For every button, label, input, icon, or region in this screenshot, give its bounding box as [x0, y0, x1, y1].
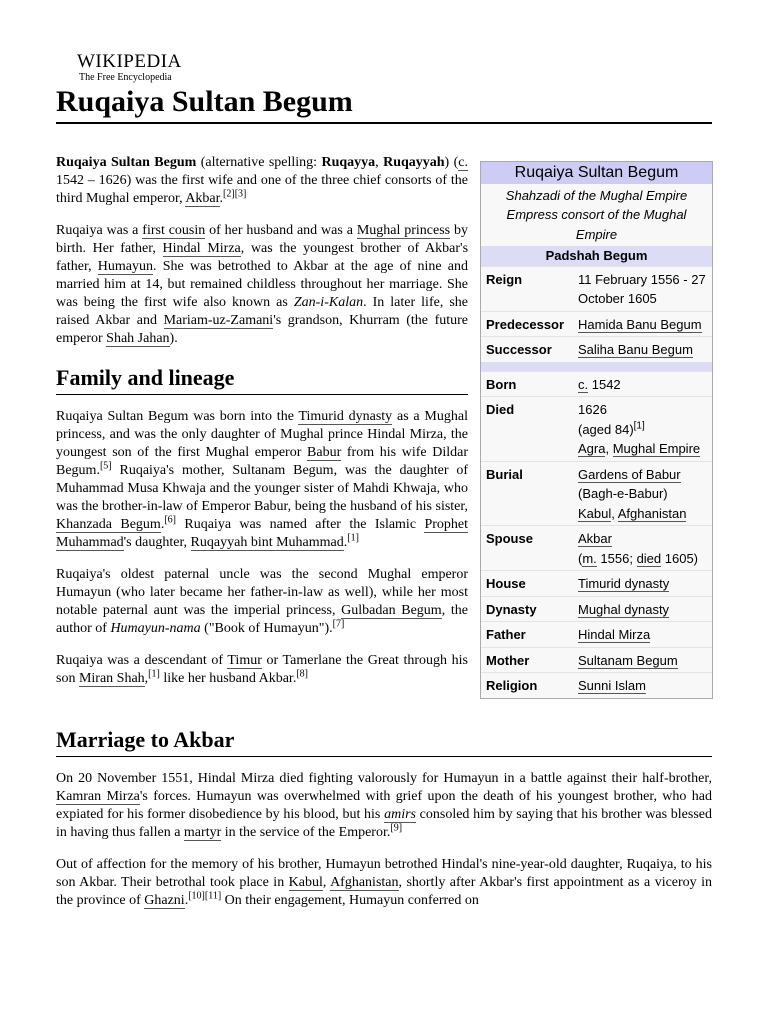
ref-link[interactable]: [7]: [332, 618, 345, 630]
text: .: [160, 517, 165, 532]
ref-link[interactable]: [2]: [223, 188, 235, 200]
infobox-section-header: Padshah Begum: [481, 246, 712, 266]
infobox-label: Successor: [486, 342, 552, 357]
link-first-cousin[interactable]: first cousin: [142, 223, 206, 238]
link-mughal-dynasty[interactable]: Mughal dynasty: [578, 601, 670, 617]
infobox: [480, 161, 713, 699]
ref-link[interactable]: [1]: [633, 420, 645, 432]
link-prophet-muhammad[interactable]: Prophet Muhammad: [56, 517, 468, 550]
text: .: [343, 535, 348, 550]
text: 1556;: [596, 550, 637, 566]
text: ).: [169, 331, 178, 346]
text: Out of affection for the memory of his brother, Humayun betrothed Hindal's nine-year-old daughter, Ruqaiya, to his son Akbar. Their betrothal took place in: [56, 857, 712, 890]
infobox-label: Spouse: [486, 531, 533, 546]
infobox-divider: [481, 362, 712, 371]
text: by birth. Her father,: [56, 223, 469, 256]
text: or Tamerlane the Great through his son: [56, 653, 468, 686]
text: from his wife Dildar Begum.: [56, 445, 468, 478]
text: ("Book of Humayun").: [200, 621, 333, 636]
died-year: 1626: [578, 402, 607, 417]
link-gulbadan-begum[interactable]: Gulbadan Begum: [341, 603, 442, 618]
link-mariam-uz-zamani[interactable]: Mariam-uz-Zamani: [163, 313, 274, 328]
infobox-row-religion: [481, 672, 712, 698]
text: of her husband and was a: [205, 223, 357, 238]
died-abbr[interactable]: died: [636, 550, 662, 566]
infobox-label: Died: [486, 402, 515, 417]
infobox-row-born: [481, 371, 712, 397]
ref-link[interactable]: [1]: [347, 532, 359, 544]
infobox-label: Burial: [486, 466, 523, 482]
infobox-label: Dynasty: [486, 601, 537, 617]
infobox-row-father: [481, 621, 712, 647]
died-age: (aged 84): [578, 421, 634, 437]
text: Ruqaiya's oldest paternal uncle was the second Mughal emperor Humayun (who later became her father-in-law as well), while her most notable paternal aunt was the imperial princess,: [56, 567, 468, 618]
text: (: [578, 550, 583, 566]
text: 's forces. Humayun was overwhelmed with grief upon the death of his youngest brother, who had expiated for his former disobedience by his blood, but his: [56, 789, 712, 822]
intro-paragraph-1: [56, 154, 468, 208]
link-timur[interactable]: Timur: [227, 653, 262, 668]
link-martyr[interactable]: martyr: [183, 825, 222, 840]
logo-tagline: The Free Encyclopedia: [79, 72, 172, 83]
infobox-row-spouse: [481, 525, 712, 570]
link-miran-shah[interactable]: Miran Shah: [78, 671, 145, 686]
heading-family-lineage: Family and lineage: [56, 364, 468, 395]
link-humayun[interactable]: Humayun: [97, 259, 153, 274]
marriage-paragraph-2: [56, 856, 712, 910]
infobox-label: House: [486, 576, 526, 591]
intro-paragraph-2: [56, 222, 468, 348]
text: 1542 – 1626) was the first wife and one of the three chief consorts of the third Mughal emperor,: [56, 173, 468, 206]
text: .: [219, 191, 224, 206]
link-sultanam-begum[interactable]: Sultanam Begum: [578, 652, 678, 668]
infobox-label: Mother: [486, 652, 530, 668]
text: .: [184, 893, 189, 908]
infobox-label: Father: [486, 627, 526, 642]
intro-section: [56, 154, 468, 362]
text: On 20 November 1551, Hindal Mirza died fighting valorously for Humayun in a battle against their half-brother,: [56, 771, 712, 786]
family-section: [56, 408, 468, 702]
infobox-label: Reign: [486, 271, 523, 287]
italic-term: amirs: [384, 807, 416, 822]
infobox-value: 11 February 1556 - 27 October 1605: [578, 271, 706, 306]
logo-wordmark: WIKIPEDIA: [77, 51, 182, 72]
text: On their engagement, Humayun conferred on: [221, 893, 479, 908]
married-abbr[interactable]: m.: [582, 550, 597, 566]
burial-alt: (Bagh-e-Babur): [578, 486, 668, 501]
infobox-label: Born: [486, 376, 517, 392]
link-mughal-empire[interactable]: Mughal Empire: [612, 441, 701, 456]
link-kamran-mirza[interactable]: Kamran Mirza: [56, 789, 140, 804]
circa-link[interactable]: c.: [578, 376, 589, 392]
infobox-row-successor: [481, 336, 712, 362]
text: , was the youngest brother of Akbar's father,: [56, 241, 469, 274]
link-shah-jahan[interactable]: Shah Jahan: [106, 331, 170, 346]
separator: ,: [605, 441, 613, 456]
link-timurid-dynasty[interactable]: Timurid dynasty: [298, 409, 393, 424]
marriage-section: [56, 770, 712, 924]
infobox-row-burial: [481, 461, 712, 526]
link-afghanistan[interactable]: Afghanistan: [617, 505, 687, 521]
ref-link[interactable]: [1]: [148, 668, 160, 680]
text: consoled him by saying that his brother was blessed in having thus fallen a: [56, 807, 712, 840]
italic-title: Humayun-nama: [110, 621, 201, 636]
infobox-label: Religion: [486, 678, 538, 693]
text: ,: [375, 155, 384, 170]
link-timurid-dynasty[interactable]: Timurid dynasty: [578, 576, 670, 591]
ref-link[interactable]: [5]: [99, 460, 112, 472]
text: 's daughter,: [123, 535, 191, 550]
text: 1605): [661, 550, 699, 566]
text: Ruqaiya Sultan Begum was born into the: [56, 409, 299, 424]
page-title: Ruqaiya Sultan Begum: [56, 84, 712, 124]
text: . In later life, she raised Akbar and: [56, 295, 468, 328]
ref-link[interactable]: [9]: [390, 822, 403, 834]
link-babur[interactable]: Babur: [307, 445, 342, 460]
infobox-subtitle: [481, 184, 712, 247]
infobox-row-house: [481, 570, 712, 596]
bold-name: Ruqaiya Sultan Begum: [56, 155, 197, 170]
link-hamida-banu-begum[interactable]: Hamida Banu Begum: [578, 316, 702, 332]
infobox-row-predecessor: [481, 311, 712, 337]
infobox-label: Predecessor: [486, 316, 565, 332]
link-ruqayyah-bint-muhammad[interactable]: Ruqayyah bint Muhammad: [190, 535, 344, 550]
text: 's grandson, Khurram (the future emperor: [56, 313, 469, 346]
infobox-subtitle-1: Shahzadi of the Mughal Empire: [505, 187, 688, 203]
infobox-value: 1542: [588, 376, 621, 392]
family-paragraph-1: [56, 408, 468, 552]
text: Ruqaiya was a: [56, 223, 143, 238]
link-sunni-islam[interactable]: Sunni Islam: [578, 678, 646, 693]
infobox-subtitle-2: Empress consort of the Mughal Empire: [506, 207, 687, 242]
text: in the service of the Emperor.: [221, 825, 391, 840]
text: Ruqaiya's mother, Sultanam Begum, was the daughter of Muhammad Musa Khwaja and the younger sister of Mahdi Khwaja, who was the brother-in-law of Emperor Babur, being the husband of his sister,: [56, 463, 468, 514]
marriage-paragraph-1: [56, 770, 712, 842]
link-saliha-banu-begum[interactable]: Saliha Banu Begum: [578, 342, 693, 357]
ref-link[interactable]: [10]: [188, 890, 205, 902]
ref-link[interactable]: [6]: [164, 514, 176, 526]
ref-link[interactable]: [11]: [204, 890, 222, 902]
text: Ruqaiya was named after the Islamic: [175, 517, 425, 532]
wikipedia-logo[interactable]: [77, 52, 182, 84]
text: like her husband Akbar.: [159, 671, 297, 686]
infobox-row-dynasty: [481, 596, 712, 622]
link-amirs[interactable]: [384, 807, 416, 823]
link-agra[interactable]: Agra: [578, 441, 606, 456]
link-akbar[interactable]: Akbar: [185, 191, 220, 206]
italic-term: Zan-i-Kalan: [293, 295, 364, 310]
heading-marriage-to-akbar: Marriage to Akbar: [56, 726, 712, 757]
bold-alt: Ruqayyah: [383, 155, 445, 170]
circa-link[interactable]: c.: [458, 155, 468, 170]
link-hindal-mirza[interactable]: Hindal Mirza: [162, 241, 241, 256]
ref-link[interactable]: [3]: [234, 188, 247, 200]
text: (alternative spelling:: [196, 155, 322, 170]
text: , the author of: [56, 603, 468, 636]
link-hindal-mirza[interactable]: Hindal Mirza: [578, 627, 651, 642]
family-paragraph-2: [56, 566, 468, 638]
link-kabul[interactable]: Kabul: [288, 875, 323, 890]
link-kabul[interactable]: Kabul: [578, 505, 612, 521]
link-ghazni[interactable]: Ghazni: [144, 893, 185, 908]
text: as a Mughal princess, and was the only daughter of Mughal prince Hindal Mirza, the youngest son of the first Mughal emperor: [56, 409, 468, 460]
text: . She was betrothed to Akbar at the age of nine and married him at 14, but remained childless throughout her marriage. She was being the first wife also known as: [56, 259, 468, 310]
family-paragraph-3: [56, 652, 468, 688]
infobox-row-died: [481, 396, 712, 461]
link-gardens-of-babur[interactable]: Gardens of Babur: [578, 466, 681, 482]
text: ) (: [444, 155, 459, 170]
infobox-row-mother: [481, 647, 712, 673]
link-afghanistan[interactable]: Afghanistan: [330, 875, 399, 890]
link-akbar[interactable]: Akbar: [578, 531, 612, 546]
text: ,: [144, 671, 149, 686]
text: Ruqaiya was a descendant of: [56, 653, 228, 668]
infobox-title: Ruqaiya Sultan Begum: [481, 162, 712, 184]
link-khanzada-begum[interactable]: Khanzada Begum: [56, 517, 161, 532]
link-mughal-princess[interactable]: Mughal princess: [356, 223, 451, 238]
separator: ,: [611, 505, 618, 521]
text: , shortly after Akbar's first appointment as a viceroy in the province of: [56, 875, 713, 908]
text: ,: [322, 875, 331, 890]
bold-alt: Ruqayya: [321, 155, 376, 170]
infobox-row-reign: [481, 266, 712, 311]
ref-link[interactable]: [8]: [296, 668, 308, 680]
